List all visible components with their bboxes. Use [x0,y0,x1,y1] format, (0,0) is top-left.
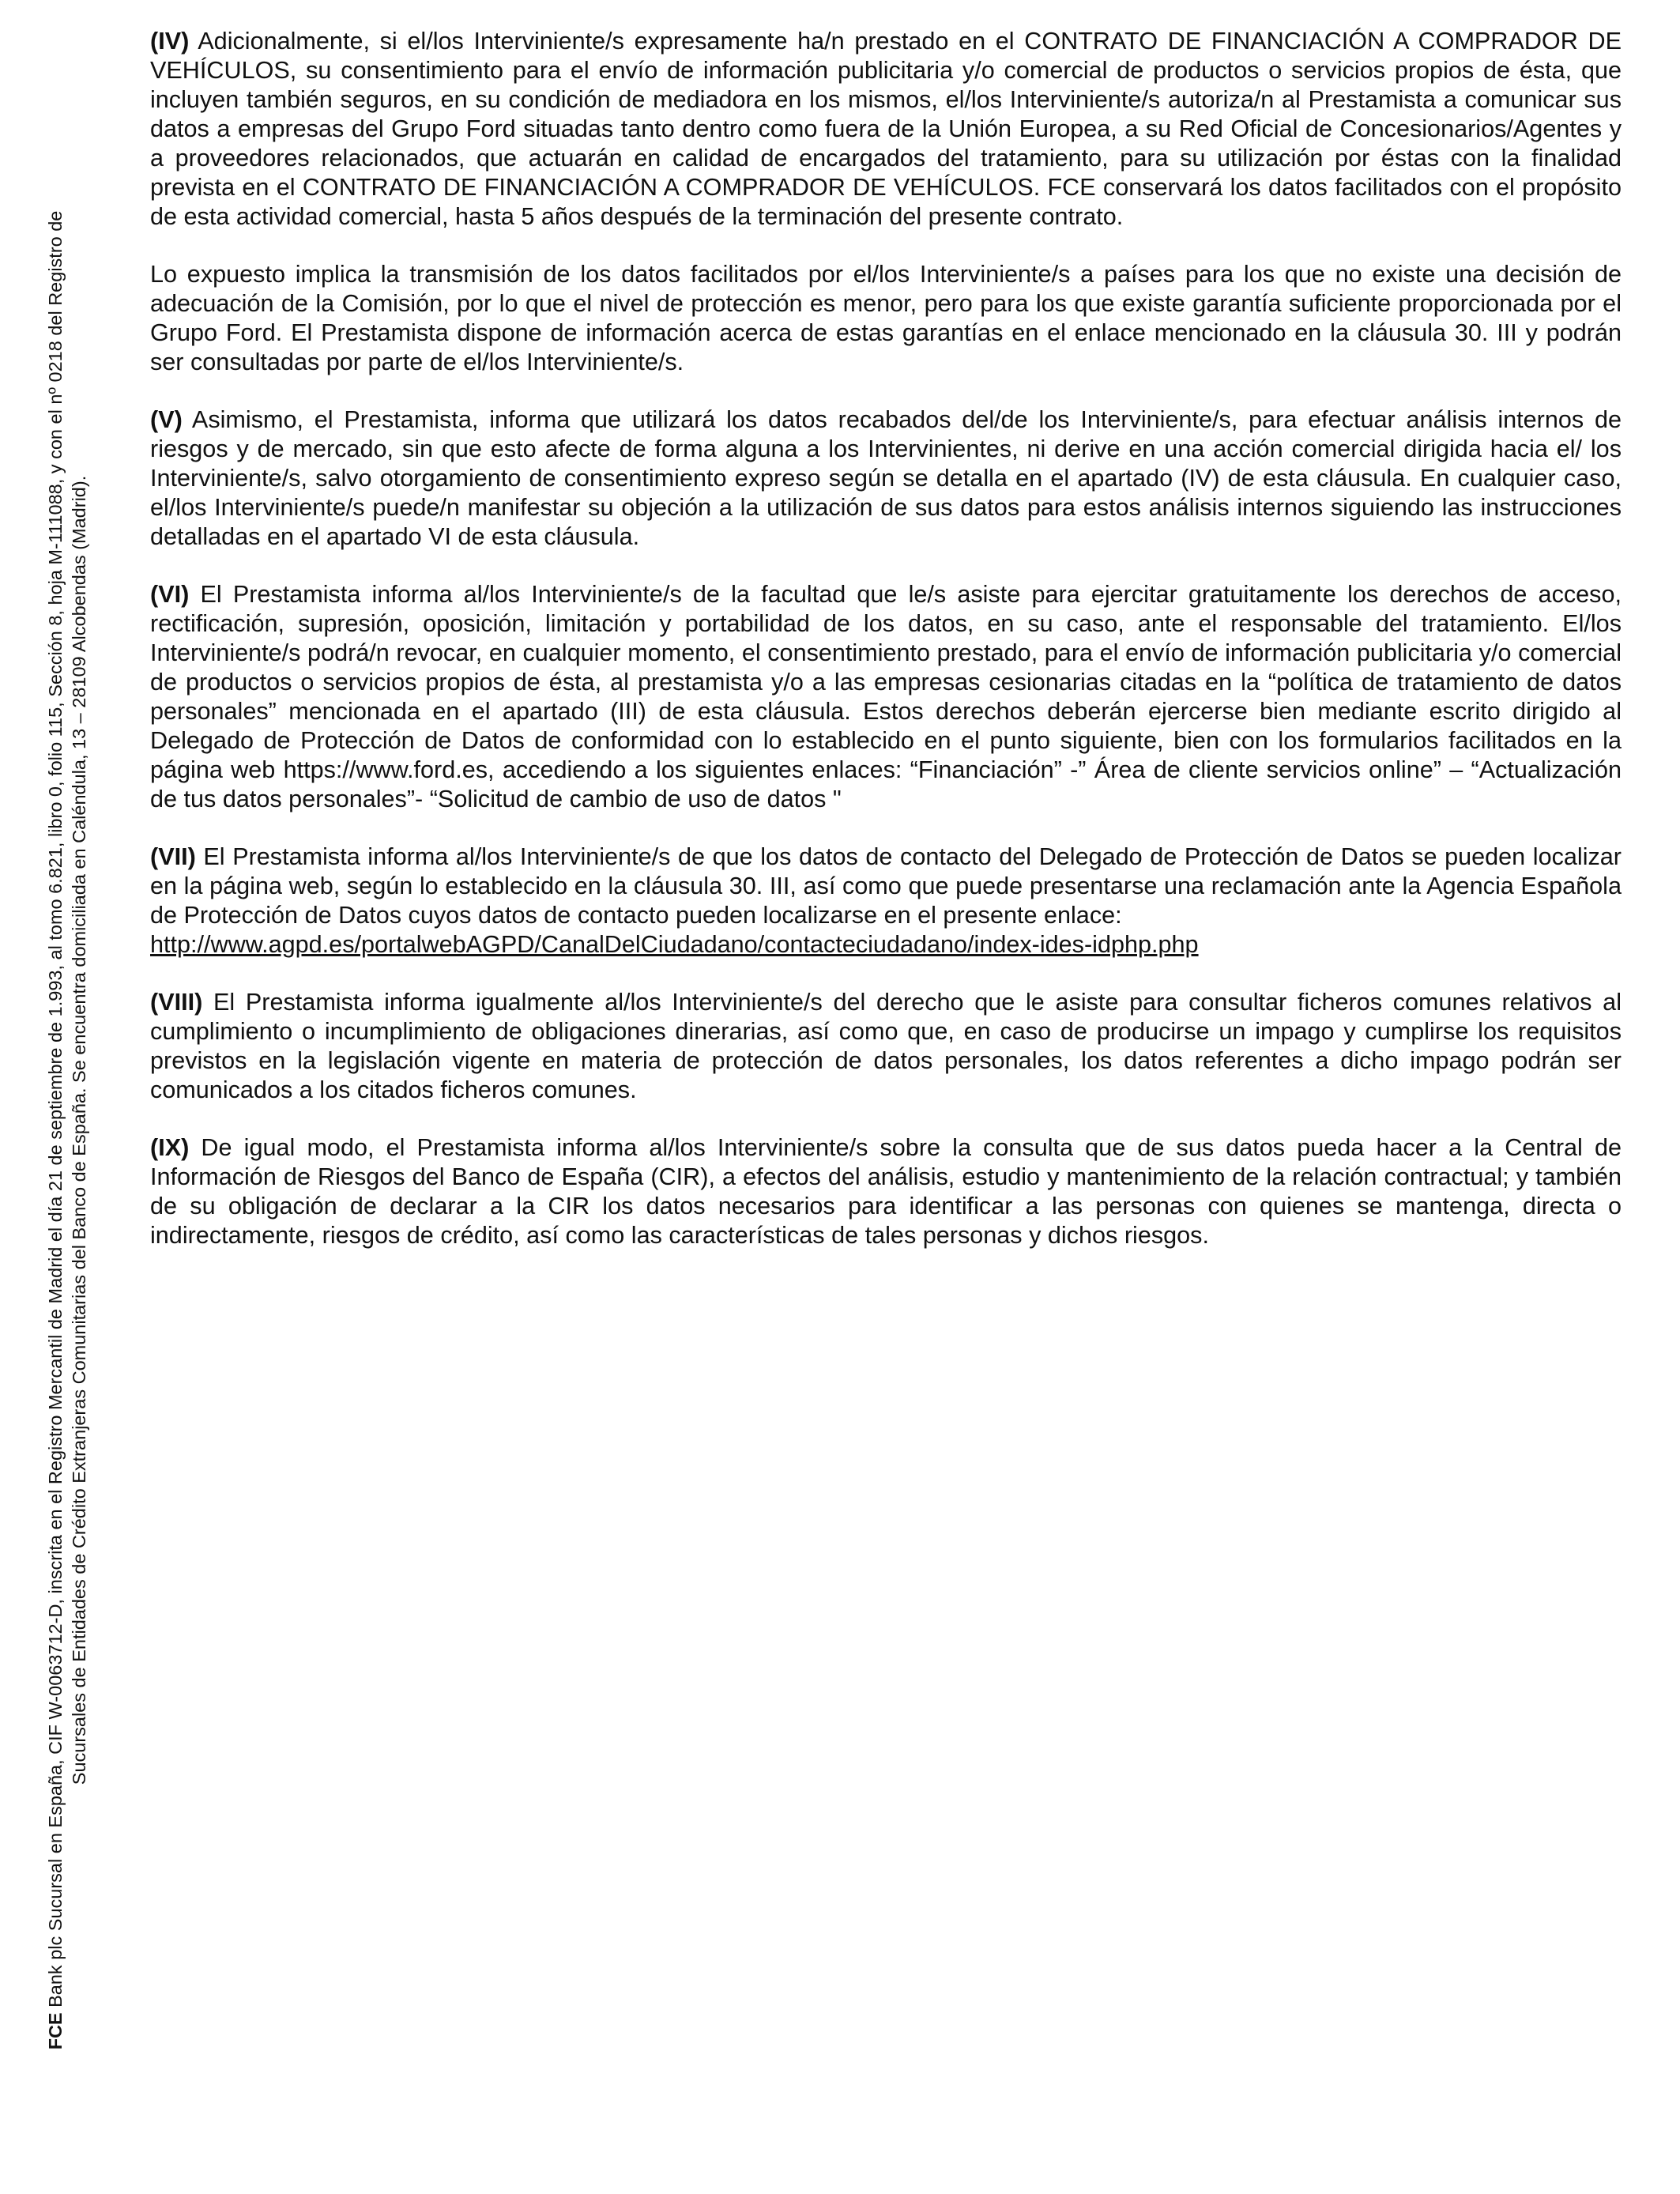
section-ix-label: (IX) [150,1134,190,1161]
section-ix-text: De igual modo, el Prestamista informa al/los Interviniente/s sobre la consulta que de sus datos pueda hacer a la Central de Información de Riesgos del Banco de España (CIR), a efectos del análisis, estudio y mantenimiento de la relación contractual; y también de su obligación de declarar a la CIR los datos necesarios para identificar a las personas con quienes se mantenga, directa o indirectamente, riesgos de crédito, así como las características de tales personas y dichos riesgos. [150,1134,1622,1249]
registration-line-2: Sucursales de Entidades de Crédito Extranjeras Comunitarias del Banco de España. Se encuentra domiciliada en Caléndula, 13 – 28109 Alcobendas (Madrid). [69,475,89,1785]
section-v [150,405,1622,552]
section-iv-text: Adicionalmente, si el/los Interviniente/s expresamente ha/n prestado en el CONTRATO DE FINANCIACIÓN A COMPRADOR DE VEHÍCULOS, su consentimiento para el envío de información publicitaria y/o comercial de productos o servicios propios de ésta, que incluyen también seguros, en su condición de mediadora en los mismos, el/los Interviniente/s autoriza/n al Prestamista a comunicar sus datos a empresas del Grupo Ford situadas tanto dentro como fuera de la Unión Europea, a su Red Oficial de Concesionarios/Agentes y a proveedores relacionados, que actuarán en calidad de encargados del tratamiento, para su utilización por éstas con la finalidad prevista en el CONTRATO DE FINANCIACIÓN A COMPRADOR DE VEHÍCULOS. FCE conservará los datos facilitados con el propósito de esta actividad comercial, hasta 5 años después de la terminación del presente contrato. [150,28,1622,230]
section-vi-label: (VI) [150,581,190,608]
section-ix [150,1133,1622,1250]
section-vii-label: (VII) [150,843,196,870]
company-name: FCE [45,2012,66,2050]
section-v-label: (V) [150,406,183,433]
section-iv-label: (IV) [150,28,190,55]
section-vi [150,580,1622,814]
section-viii [150,988,1622,1105]
section-vii-text: El Prestamista informa al/los Interviniente/s de que los datos de contacto del Delegado de Protección de Datos se pueden localizar en la página web, según lo establecido en la cláusula 30. III, así como que puede presentarse una reclamación ante la Agencia Española de Protección de Datos cuyos datos de contacto pueden localizarse en el presente enlace: [150,843,1622,929]
section-iv [150,27,1622,232]
section-data-transfer [150,260,1622,377]
section-vi-text: El Prestamista informa al/los Interviniente/s de la facultad que le/s asiste para ejercitar gratuitamente los derechos de acceso, rectificación, supresión, oposición, limitación y portabilidad de los datos, en su caso, ante el responsable del tratamiento. El/los Interviniente/s podrá/n revocar, en cualquier momento, el consentimiento prestado, para el envío de información publicitaria y/o comercial de productos o servicios propios de ésta, al prestamista y/o a las empresas cesionarias citadas en la “política de tratamiento de datos personales” mencionada en el apartado (III) de esta cláusula. Estos derechos deberán ejercerse bien mediante escrito dirigido al Delegado de Protección de Datos de conformidad con lo establecido en el punto siguiente, bien con los formularios facilitados en la página web https://www.ford.es, accediendo a los siguientes enlaces: “Financiación” -” Área de cliente servicios online” – “Actualización de tus datos personales”- “Solicitud de cambio de uso de datos " [150,581,1622,812]
company-registration-footer [43,205,91,2055]
section-data-transfer-text: Lo expuesto implica la transmisión de los datos facilitados por el/los Interviniente/s a países para los que no existe una decisión de adecuación de la Comisión, por lo que el nivel de protección es menor, pero para los que existe garantía suficiente proporcionada por el Grupo Ford. El Prestamista dispone de información acerca de estas garantías en el enlace mencionado en la cláusula 30. III y podrán ser consultadas por parte de el/los Interviniente/s. [150,261,1622,375]
section-vii [150,843,1622,959]
registration-line-1 [43,205,67,2055]
document-body [150,27,1622,1279]
registration-text-1: Bank plc Sucursal en España, CIF W-0063712-D, inscrita en el Registro Mercantil de Madrid el día 21 de septiembre de 1.993, al tomo 6.821, libro 0, folio 115, Sección 8, hoja M-111088, y con el nº 0218 del Registro de [45,210,66,2013]
section-v-text: Asimismo, el Prestamista, informa que utilizará los datos recabados del/de los Interviniente/s, para efectuar análisis internos de riesgos y de mercado, sin que esto afecte de forma alguna a los Intervinientes, ni derive en una acción comercial dirigida hacia el/ los Interviniente/s, salvo otorgamiento de consentimiento expreso según se detalla en el apartado (IV) de esta cláusula. En cualquier caso, el/los Interviniente/s puede/n manifestar su objeción a la utilización de sus datos para estos análisis internos siguiendo las instrucciones detalladas en el apartado VI de esta cláusula. [150,406,1622,550]
section-viii-label: (VIII) [150,989,203,1016]
section-viii-text: El Prestamista informa igualmente al/los Interviniente/s del derecho que le asiste para consultar ficheros comunes relativos al cumplimiento o incumplimiento de obligaciones dinerarias, así como que, en caso de producirse un impago y cumplirse los requisitos previstos en la legislación vigente en materia de protección de datos personales, los datos referentes a dicho impago podrán ser comunicados a los citados ficheros comunes. [150,989,1622,1103]
agpd-contact-link[interactable]: http://www.agpd.es/portalwebAGPD/CanalDelCiudadano/contacteciudadano/index-ides-idphp.php [150,931,1199,958]
